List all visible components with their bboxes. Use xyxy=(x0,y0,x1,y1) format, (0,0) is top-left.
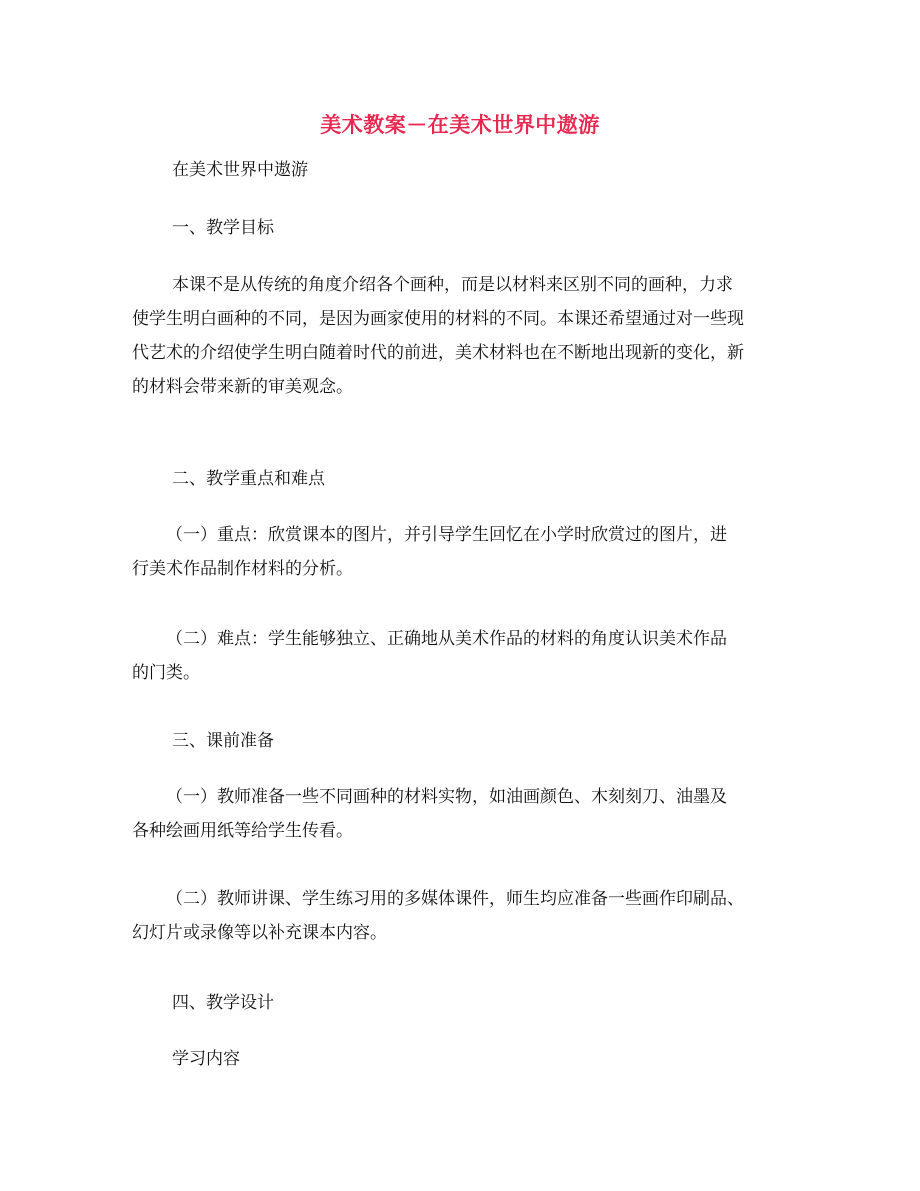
section-1-paragraph xyxy=(132,268,792,404)
section-2-difficulty-line: 的门类。 xyxy=(132,663,200,683)
section-3-heading xyxy=(132,724,792,758)
section-3-multimedia-line: （二）教师讲课、学生练习用的多媒体课件，师生均应准备一些画作印刷品、 xyxy=(166,889,744,909)
section-2-heading-text: 二、教学重点和难点 xyxy=(172,469,325,489)
section-1-line: 使学生明白画种的不同，是因为画家使用的材料的不同。本课还希望通过对一些现 xyxy=(132,309,744,329)
section-4-subheading-text: 学习内容 xyxy=(172,1049,240,1069)
section-3-materials-line: （一）教师准备一些不同画种的材料实物，如油画颜色、木刻刻刀、油墨及 xyxy=(166,787,727,807)
section-1-heading-text: 一、教学目标 xyxy=(172,218,274,238)
subtitle-paragraph xyxy=(132,153,792,187)
section-2-key-point xyxy=(132,518,792,586)
section-4-subheading xyxy=(132,1042,792,1076)
section-1-heading xyxy=(132,211,792,245)
section-2-heading xyxy=(132,462,792,496)
section-3-materials xyxy=(132,780,792,848)
section-2-difficulty-line: （二）难点：学生能够独立、正确地从美术作品的材料的角度认识美术作品 xyxy=(166,629,727,649)
section-1-line: 的材料会带来新的审美观念。 xyxy=(132,377,353,397)
document-title: 美术教案－在美术世界中遨游 xyxy=(320,113,600,137)
section-1-line: 代艺术的介绍使学生明白随着时代的前进，美术材料也在不断地出现新的变化，新 xyxy=(132,343,744,363)
section-2-key-line: （一）重点：欣赏课本的图片，并引导学生回忆在小学时欣赏过的图片，进 xyxy=(166,525,727,545)
subtitle-text: 在美术世界中遨游 xyxy=(172,160,308,180)
section-2-difficulty xyxy=(132,622,792,690)
section-2-key-line: 行美术作品制作材料的分析。 xyxy=(132,559,353,579)
section-4-heading xyxy=(132,986,792,1020)
section-3-heading-text: 三、课前准备 xyxy=(172,731,274,751)
section-3-materials-line: 各种绘画用纸等给学生传看。 xyxy=(132,821,353,841)
section-3-multimedia xyxy=(132,882,792,950)
section-1-line: 本课不是从传统的角度介绍各个画种，而是以材料来区别不同的画种，力求 xyxy=(172,275,733,295)
section-3-multimedia-line: 幻灯片或录像等以补充课本内容。 xyxy=(132,923,387,943)
section-4-heading-text: 四、教学设计 xyxy=(172,993,274,1013)
